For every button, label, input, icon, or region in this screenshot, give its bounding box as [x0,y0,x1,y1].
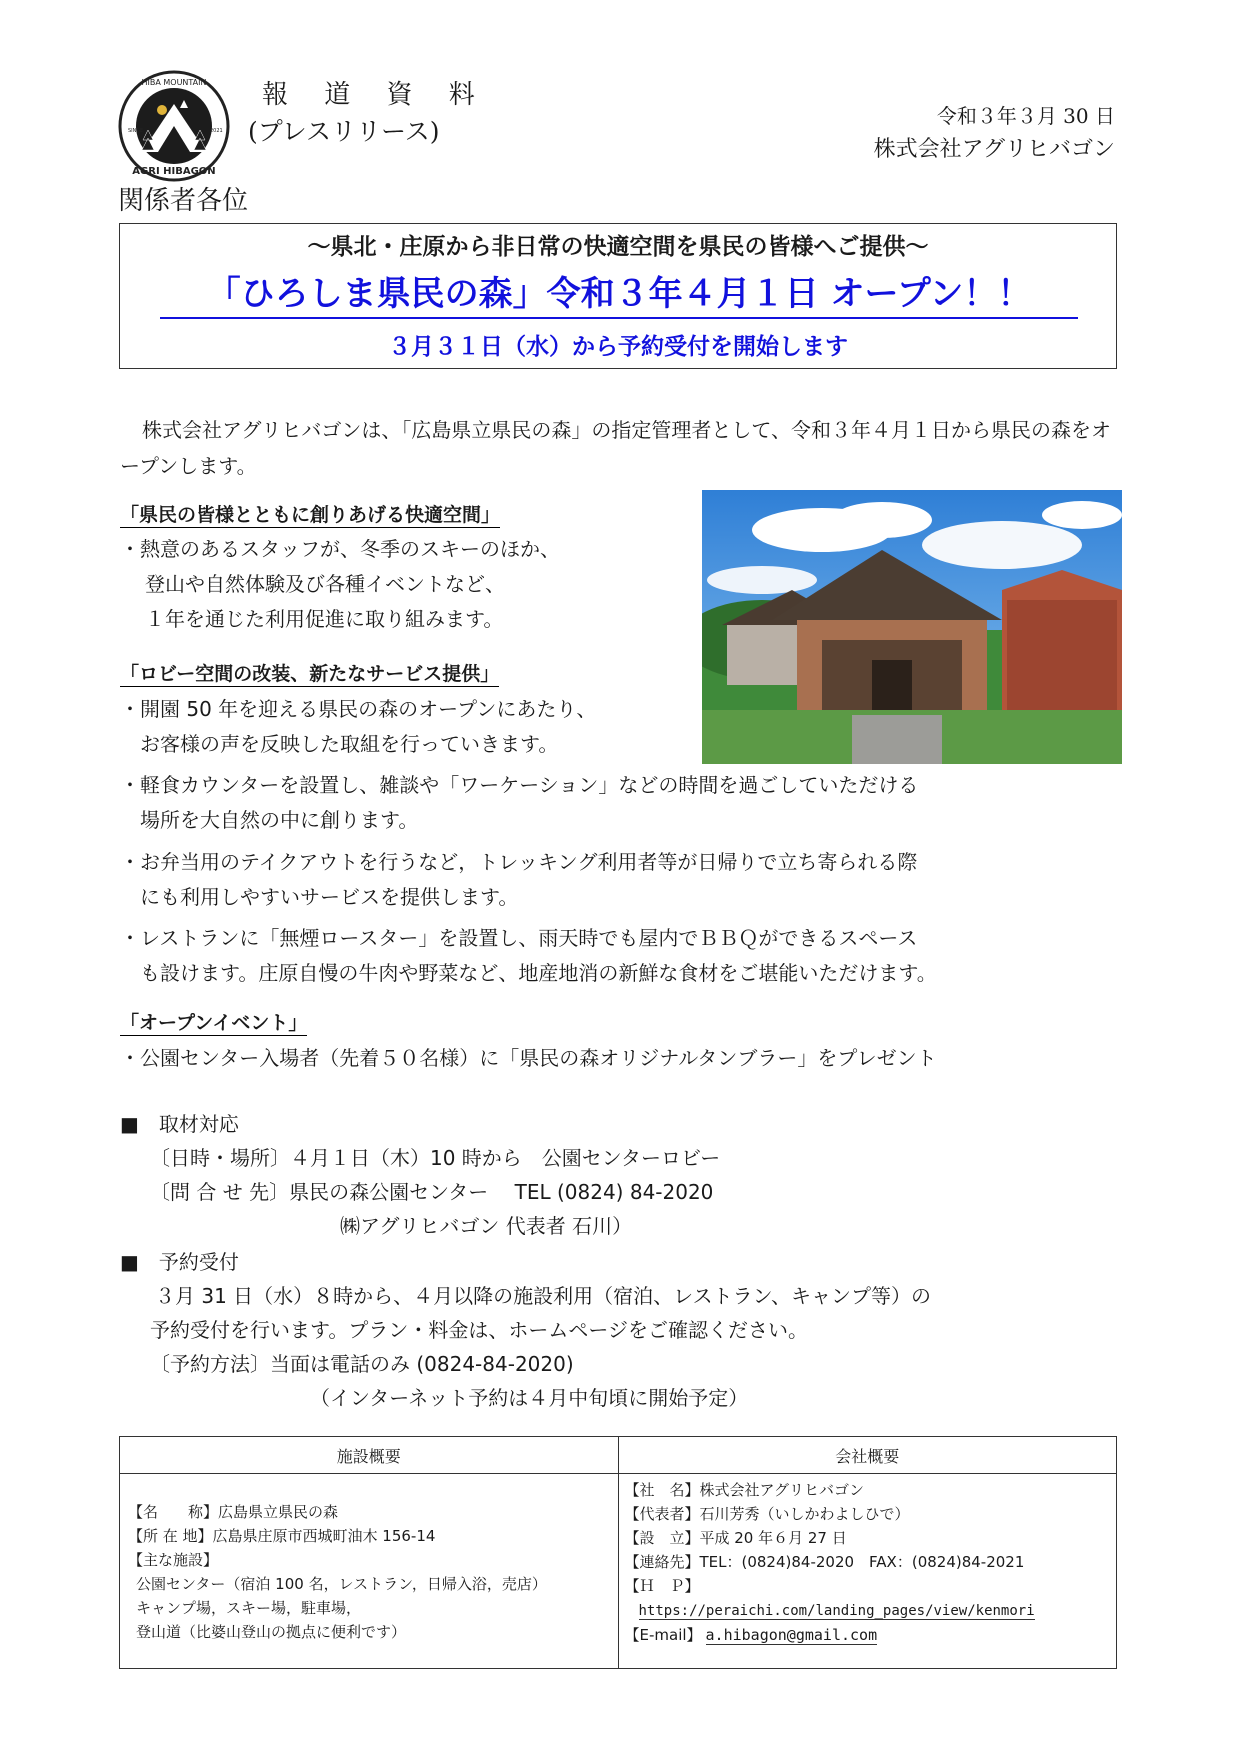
bullet-line: 登山や自然体験及び各種イベントなど、 [145,572,505,596]
company-email-label: 【E-mail】 [624,1626,702,1644]
facility-main-item: 公園センター（宿泊 100 名，レストラン，日帰入浴，売店） [136,1575,547,1593]
company-founded: 【設 立】平成 20 年６月 27 日 [624,1529,847,1547]
facility-main-item: キャンプ場，スキー場，駐車場， [136,1599,362,1617]
logo-year-right: 2021 [210,128,223,134]
company-contact: 【連絡先】TEL：(0824)84-2020 FAX：(0824)84-2021 [624,1553,1025,1571]
facility-main-item: 登山道（比婆山登山の拠点に便利です） [136,1623,407,1641]
coverage-heading: ■ 取材対応 [120,1112,239,1136]
section-heading: 「県民の皆様とともに創りあげる快適空間」 [120,504,501,526]
reservation-line: 予約受付を行います。プラン・料金は、ホームページをご確認ください。 [150,1318,808,1342]
bullet-line: ・お弁当用のテイクアウトを行うなど，トレッキング利用者等が日帰りで立ち寄られる際 [120,850,918,874]
company-name: 【社 名】株式会社アグリヒバゴン [624,1481,865,1499]
bullet-line: ・公園センター入場者（先着５０名様）に「県民の森オリジナルタンブラー」をプレゼント [120,1046,937,1070]
reservation-method: 〔予約方法〕当面は電話のみ (0824-84-2020) [150,1352,574,1376]
agri-hibagon-logo [118,70,230,182]
coverage-contact: 〔問 合 せ 先〕県民の森公園センター TEL (0824) 84-2020 [150,1180,714,1204]
document-subtitle: (プレスリリース) [248,117,440,146]
bullet-line: １年を通じた利用促進に取り組みます。 [145,607,504,631]
park-center-photo [702,490,1122,764]
coverage-contact-person: ㈱アグリヒバゴン 代表者 石川） [340,1214,633,1238]
headline-box [119,223,1117,369]
facility-name: 【名 称】広島県立県民の森 [128,1503,339,1521]
headline-sub: ３月３１日（水）から予約受付を開始します [388,334,848,360]
bullet-line: お客様の声を反映した取組を行っていきます。 [140,732,559,756]
bullet-line: も設けます。庄原自慢の牛肉や野菜など、地産地消の新鮮な食材をご堪能いただけます。 [140,961,937,985]
bullet-line: にも利用しやすいサービスを提供します。 [140,885,519,909]
company-header: 会社概要 [618,1437,1117,1474]
issuing-company: 株式会社アグリヒバゴン [873,137,1115,162]
facility-main-label: 【主な施設】 [128,1551,219,1569]
summary-table [119,1436,1117,1669]
bullet-line: ・熱意のあるスタッフが、冬季のスキーのほか、 [120,537,560,561]
section-comfort-space [120,500,500,527]
company-hp-label: 【Ｈ Ｐ】 [624,1577,700,1595]
headline-tagline: 〜県北・庄原から非日常の快適空間を県民の皆様へご提供〜 [307,234,929,260]
addressee: 関係者各位 [118,186,249,216]
headline-main: 「ひろしま県民の森」令和３年４月１日 オープン！！ [160,266,1078,319]
company-cell [618,1474,1117,1669]
facility-address: 【所 在 地】広島県庄原市西城町油木 156-14 [128,1527,436,1545]
reservation-note: （インターネット予約は４月中旬頃に開始予定） [310,1386,749,1410]
section-open-event [120,1008,307,1035]
document-date: 令和３年３月 30 日 [936,104,1115,128]
bullet-line: ・開園 50 年を迎える県民の森のオープンにあたり、 [120,697,597,721]
section-heading: 「オープンイベント」 [120,1012,308,1034]
bullet-line: ・軽食カウンターを設置し、雑談や「ワーケーション」などの時間を過ごしていただける [120,773,919,797]
company-representative: 【代表者】石川芳秀（いしかわよしひで） [624,1505,910,1523]
bullet-line: ・レストランに「無煙ロースター」を設置し、雨天時でも屋内でＢＢＱができるスペース [120,926,918,950]
company-email-link[interactable]: a.hibagon@gmail.com [705,1626,878,1644]
facility-cell [120,1474,619,1669]
document-title: 報 道 資 料 [262,80,489,110]
section-lobby-renovation [120,659,499,686]
section-heading: 「ロビー空間の改装、新たなサービス提供」 [120,663,500,685]
company-homepage-link[interactable]: https://peraichi.com/landing_pages/view/kenmori [638,1603,1035,1619]
facility-header: 施設概要 [120,1437,619,1474]
logo-bottom-text: AGRI HIBAGON [132,166,216,177]
intro-paragraph: 株式会社アグリヒバゴンは、「広島県立県民の森」の指定管理者として、令和３年４月１日から県民の森をオープンします。 [120,418,1111,478]
bullet-line: 場所を大自然の中に創ります。 [140,808,419,832]
reservation-heading: ■ 予約受付 [120,1250,239,1274]
coverage-datetime: 〔日時・場所〕４月１日（木）10 時から 公園センターロビー [150,1146,721,1170]
logo-top-text: HIBA MOUNTAIN [141,78,207,87]
reservation-line: ３月 31 日（水）８時から、４月以降の施設利用（宿泊、レストラン、キャンプ等）の [155,1284,931,1308]
logo-year-left: SINCE [128,128,144,134]
